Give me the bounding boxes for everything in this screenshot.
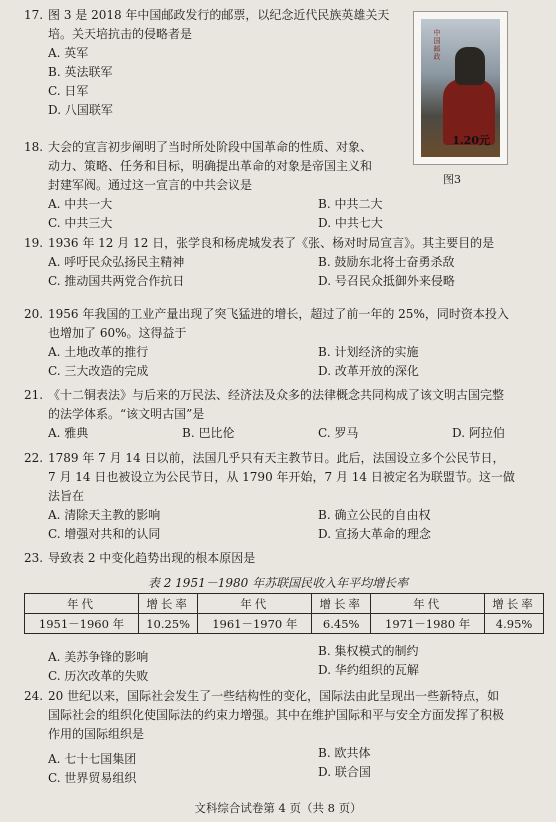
- q22-options-row2: [24, 525, 544, 544]
- table-cell: 1961－1970 年: [198, 614, 312, 634]
- q18-option-a: A. 中共一大: [48, 197, 113, 211]
- figure-caption: 图3: [443, 173, 461, 186]
- q20-options-row2: [24, 362, 544, 381]
- q23-options-row1: [24, 642, 544, 664]
- q17-number: 17.: [24, 8, 44, 22]
- q18-option-b: B. 中共二大: [318, 197, 383, 211]
- q18-stem-line1: [24, 138, 414, 157]
- q18-stem-line3: 封建军阀。通过这一宣言的中共会议是: [48, 178, 253, 192]
- q22-options-row1: [24, 506, 544, 525]
- q19-options-row1: [24, 253, 544, 272]
- q21-stem-line1: [24, 386, 544, 405]
- q20-option-b: B. 计划经济的实施: [318, 345, 419, 359]
- q17-text1: 图 3 是 2018 年中国邮政发行的邮票，以纪念近代民族英雄关天: [48, 8, 390, 22]
- q23-stem-line1: [24, 549, 544, 568]
- table-2-caption: 表 2 1951－1980 年苏联国民收入年平均增长率: [147, 576, 409, 590]
- q21-stem-line2: 的法学体系。“该文明古国”是: [48, 407, 205, 421]
- q18-option-d: D. 中共七大: [318, 216, 383, 230]
- q21-option-b: B. 巴比伦: [182, 426, 235, 440]
- q24-options-row2: [24, 763, 544, 785]
- question-18: [24, 138, 544, 233]
- q18-option-c: C. 中共三大: [48, 216, 113, 230]
- q17-option-c: C. 日军: [48, 84, 89, 98]
- q24-option-a: A. 七十七国集团: [48, 752, 137, 766]
- q24-option-d: D. 联合国: [318, 765, 371, 779]
- q19-text1: 1936 年 12 月 12 日，张学良和杨虎城发表了《张、杨对时局宣言》。其主要目的是: [48, 236, 495, 250]
- q22-stem-line2: 7 月 14 日也被设立为公民节日，从 1790 年开始，7 月 14 日被定名为联盟节。这一做: [48, 470, 515, 484]
- q23-option-b: B. 集权模式的制约: [318, 644, 419, 658]
- q23-option-a: A. 美苏争锋的影响: [48, 650, 149, 664]
- table-row: [25, 614, 544, 634]
- q17-option-d: D. 八国联军: [48, 103, 113, 117]
- stamp-country: 中国邮政: [433, 29, 441, 61]
- q23-options-row2: [24, 661, 544, 683]
- q24-stem-line2: 国际社会的组织化使国际法的约束力增强。其中在维护国际和平与安全方面发挥了积极: [48, 708, 505, 722]
- q20-number: 20.: [24, 307, 44, 321]
- table-header-cell: 年代: [371, 594, 485, 614]
- table-cell: 6.45%: [312, 614, 371, 634]
- q24-option-c: C. 世界贸易组织: [48, 771, 137, 785]
- q21-option-a: A. 雅典: [48, 426, 89, 440]
- q22-stem-line1: [24, 449, 544, 468]
- table-header-cell: 增长率: [312, 594, 371, 614]
- q20-stem-line1: [24, 305, 544, 324]
- q23-option-c: C. 历次改革的失败: [48, 669, 149, 683]
- q18-text1: 大会的宣言初步阐明了当时所处阶段中国革命的性质、对象、: [48, 140, 373, 154]
- question-23-options: [24, 642, 544, 683]
- q20-option-a: A. 土地改革的推行: [48, 345, 149, 359]
- q24-stem-line3: 作用的国际组织是: [48, 727, 145, 741]
- q18-number: 18.: [24, 140, 44, 154]
- table-cell: 1971－1980 年: [371, 614, 485, 634]
- q19-option-b: B. 鼓励东北将士奋勇杀敌: [318, 255, 455, 269]
- stamp-portrait: [421, 19, 500, 157]
- q24-options-row1: [24, 744, 544, 766]
- q19-option-c: C. 推动国共两党合作抗日: [48, 274, 185, 288]
- q22-option-d: D. 宣扬大革命的理念: [318, 527, 431, 541]
- q19-option-a: A. 呼吁民众弘扬民主精神: [48, 255, 185, 269]
- q21-options-row: [24, 424, 544, 443]
- q21-option-d: D. 阿拉伯: [452, 426, 505, 440]
- table-header-cell: 年代: [198, 594, 312, 614]
- question-21: [24, 386, 544, 443]
- q21-option-c: C. 罗马: [318, 426, 359, 440]
- q21-text1: 《十二铜表法》与后来的万民法、经济法及众多的法律概念共同构成了该文明古国完整: [48, 388, 505, 402]
- question-22: [24, 449, 544, 544]
- question-24: [24, 687, 544, 785]
- page-footer: 文科综合试卷第 4 页（共 8 页）: [194, 801, 362, 815]
- table-header-row: [25, 594, 544, 614]
- q19-stem-line1: [24, 234, 544, 253]
- table-header-cell: 增长率: [485, 594, 544, 614]
- q23-text1: 导致表 2 中变化趋势出现的根本原因是: [48, 551, 256, 565]
- q17-option-a: A. 英军: [48, 46, 89, 60]
- question-23: [24, 549, 544, 568]
- q22-option-a: A. 清除天主教的影响: [48, 508, 161, 522]
- q17-stem-line2: 培。关天培抗击的侵略者是: [48, 27, 193, 41]
- table-2: [24, 593, 544, 634]
- q23-number: 23.: [24, 551, 44, 565]
- stamp-value: 1.20元: [452, 134, 490, 147]
- q20-text1: 1956 年我国的工业产量出现了突飞猛进的增长，超过了前一年的 25%，同时资本投入: [48, 307, 509, 321]
- q22-option-c: C. 增强对共和的认同: [48, 527, 161, 541]
- table-header-cell: 增长率: [138, 594, 197, 614]
- table-cell: 4.95%: [485, 614, 544, 634]
- q18-options-row2: [24, 214, 544, 233]
- q20-options-row1: [24, 343, 544, 362]
- q22-text1: 1789 年 7 月 14 日以前，法国几乎只有天主教节日。此后，法国设立多个公民节日，: [48, 451, 505, 465]
- question-20: [24, 305, 544, 381]
- q24-stem-line1: [24, 687, 544, 706]
- q20-option-d: D. 改革开放的深化: [318, 364, 419, 378]
- q22-stem-line3: 法旨在: [48, 489, 85, 503]
- q22-option-b: B. 确立公民的自由权: [318, 508, 431, 522]
- q23-option-d: D. 华约组织的瓦解: [318, 663, 419, 677]
- table-cell: 1951－1960 年: [25, 614, 139, 634]
- q24-option-b: B. 欧共体: [318, 746, 371, 760]
- q20-option-c: C. 三大改造的完成: [48, 364, 149, 378]
- q21-number: 21.: [24, 388, 44, 402]
- table-header-cell: 年代: [25, 594, 139, 614]
- table-cell: 10.25%: [138, 614, 197, 634]
- question-19: [24, 234, 544, 291]
- q20-stem-line2: 也增加了 60%。这得益于: [48, 326, 187, 340]
- q18-options-row1: [24, 195, 544, 214]
- stamp-figure-head: [455, 47, 485, 85]
- q17-option-b: B. 英法联军: [48, 65, 113, 79]
- q24-number: 24.: [24, 689, 44, 703]
- q22-number: 22.: [24, 451, 44, 465]
- q19-number: 19.: [24, 236, 44, 250]
- q19-option-d: D. 号召民众抵御外来侵略: [318, 274, 455, 288]
- q19-options-row2: [24, 272, 544, 291]
- q24-text1: 20 世纪以来，国际社会发生了一些结构性的变化，国际法由此呈现出一些新特点，如: [48, 689, 500, 703]
- q18-stem-line2: 动力、策略、任务和目标，明确提出革命的对象是帝国主义和: [48, 159, 373, 173]
